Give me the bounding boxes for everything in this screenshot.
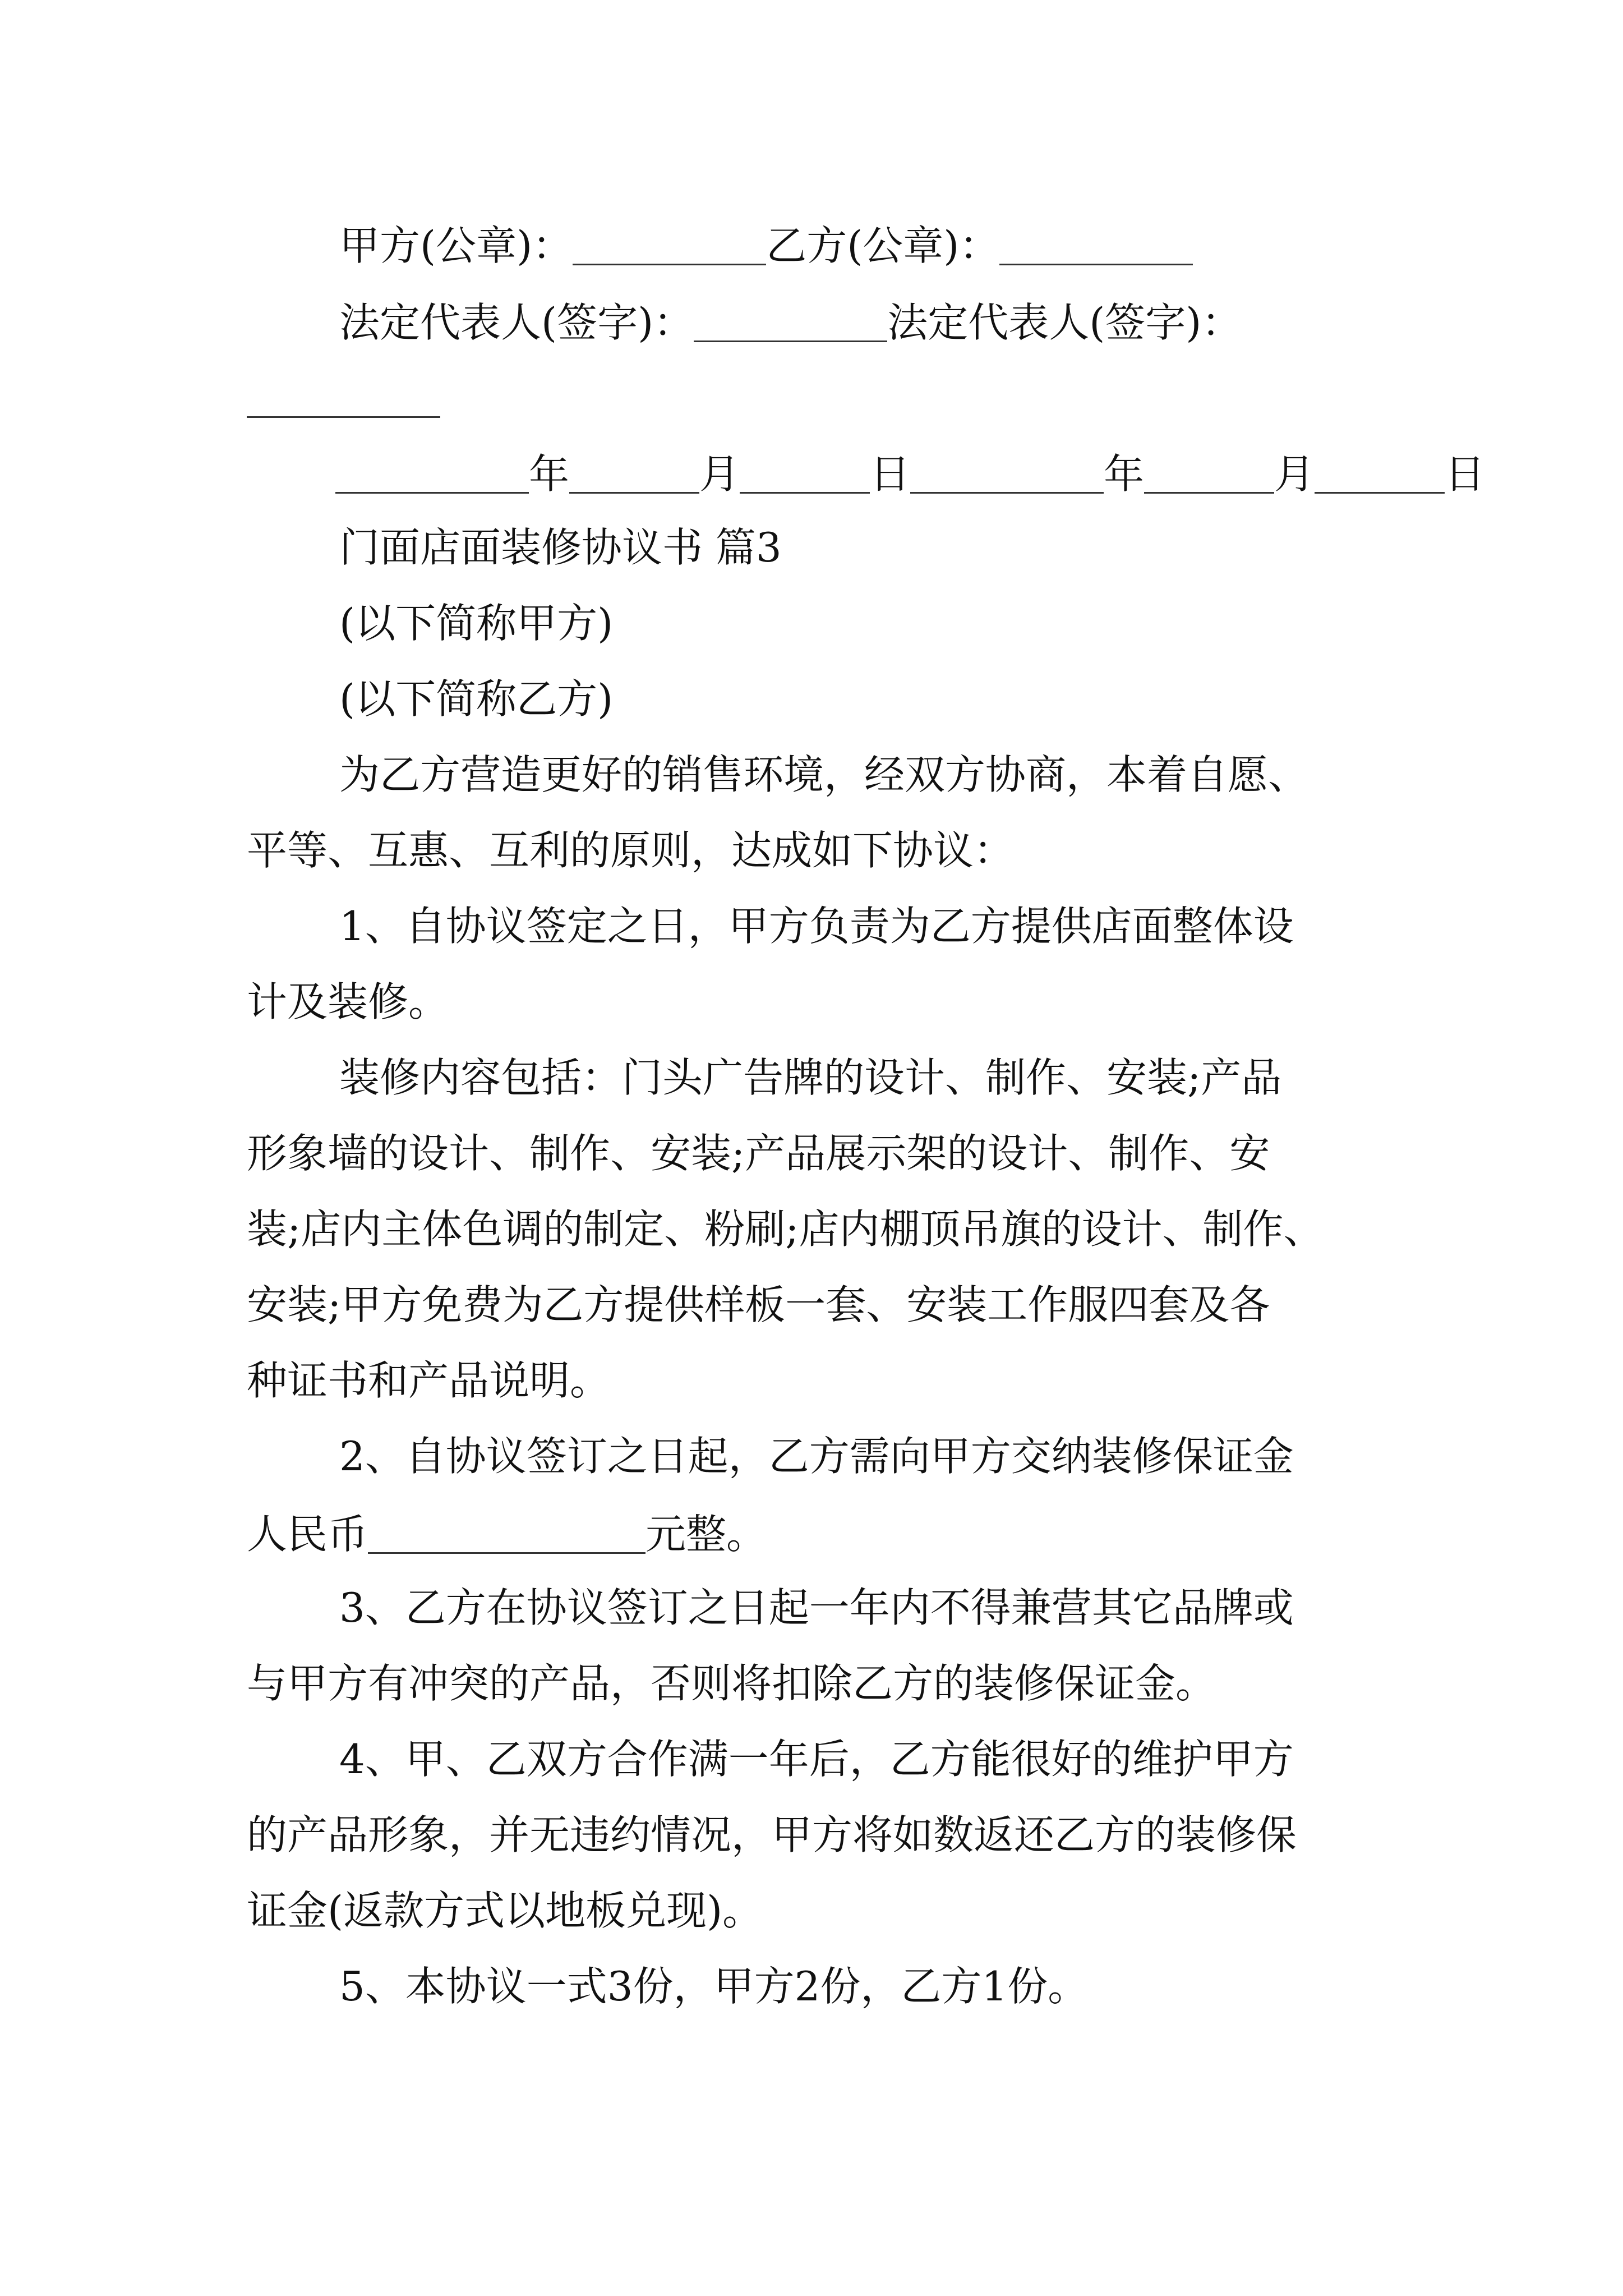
clause-4-line-3: 证金(返款方式以地板兑现)。 [247, 1887, 763, 1934]
seal-line [339, 222, 1193, 269]
date-b-month: 月 [1274, 450, 1315, 498]
deposit-amount-blank [368, 1512, 645, 1554]
date-b-month-blank [1144, 452, 1274, 494]
party-a-alias: (以下简称甲方) [339, 600, 614, 647]
date-a-month: 月 [699, 450, 740, 498]
intro-line-2: 平等、互惠、互利的原则，达成如下协议： [247, 827, 1015, 874]
date-a-month-blank [569, 452, 699, 494]
rep-b-blank [247, 376, 440, 418]
content-line-4: 安装;甲方免费为乙方提供样板一套、安装工作服四套及各 [247, 1281, 1270, 1328]
clause-3-line-1: 3、乙方在协议签订之日起一年内不得兼营其它品牌或 [339, 1584, 1294, 1631]
date-b-year: 年 [1104, 450, 1145, 498]
date-a-year-blank [335, 452, 529, 494]
intro-line-1: 为乙方营造更好的销售环境，经双方协商，本着自愿、 [339, 751, 1309, 798]
date-b-day: 日 [1445, 450, 1486, 498]
clause-5-line-1: 5、本协议一式3份，甲方2份，乙方1份。 [339, 1963, 1089, 2010]
clause-4-line-2: 的产品形象，并无违约情况，甲方将如数返还乙方的装修保 [247, 1811, 1297, 1858]
clause-2-line-1: 2、自协议签订之日起，乙方需向甲方交纳装修保证金 [339, 1433, 1294, 1480]
date-a-year: 年 [529, 450, 570, 498]
date-line [335, 450, 1486, 498]
rep-a-label: 法定代表人(签字)： [339, 299, 694, 346]
date-b-day-blank [1315, 452, 1445, 494]
date-a-day: 日 [870, 450, 911, 498]
content-line-2: 形象墙的设计、制作、安装;产品展示架的设计、制作、安 [247, 1130, 1270, 1177]
clause-1-line-1: 1、自协议签定之日，甲方负责为乙方提供店面整体设 [339, 903, 1294, 950]
clause-2-suffix: 元整。 [645, 1511, 767, 1558]
content-line-3: 装;店内主体色调的制定、粉刷;店内棚顶吊旗的设计、制作、 [247, 1205, 1324, 1253]
section-title: 门面店面装修协议书 篇3 [339, 524, 782, 571]
representative-line [339, 299, 1242, 346]
party-b-seal-label: 乙方(公章)： [766, 222, 1000, 269]
rep-b-blank-line [247, 376, 440, 418]
content-line-1: 装修内容包括：门头广告牌的设计、制作、安装;产品 [339, 1054, 1282, 1101]
rep-b-label: 法定代表人(签字)： [887, 299, 1242, 346]
rep-a-blank [694, 300, 887, 342]
party-a-seal-blank [573, 223, 766, 265]
party-a-seal-label: 甲方(公章)： [339, 222, 573, 269]
party-b-alias: (以下简称乙方) [339, 675, 614, 723]
content-line-5: 种证书和产品说明。 [247, 1357, 611, 1404]
clause-1-line-2: 计及装修。 [247, 978, 449, 1025]
clause-3-line-2: 与甲方有冲突的产品，否则将扣除乙方的装修保证金。 [247, 1660, 1216, 1707]
date-a-day-blank [740, 452, 870, 494]
clause-4-line-1: 4、甲、乙双方合作满一年后，乙方能很好的维护甲方 [339, 1736, 1294, 1783]
party-b-seal-blank [999, 223, 1193, 265]
clause-2-prefix: 人民币 [247, 1511, 368, 1558]
date-b-year-blank [910, 452, 1104, 494]
clause-2-line-2 [247, 1511, 767, 1558]
